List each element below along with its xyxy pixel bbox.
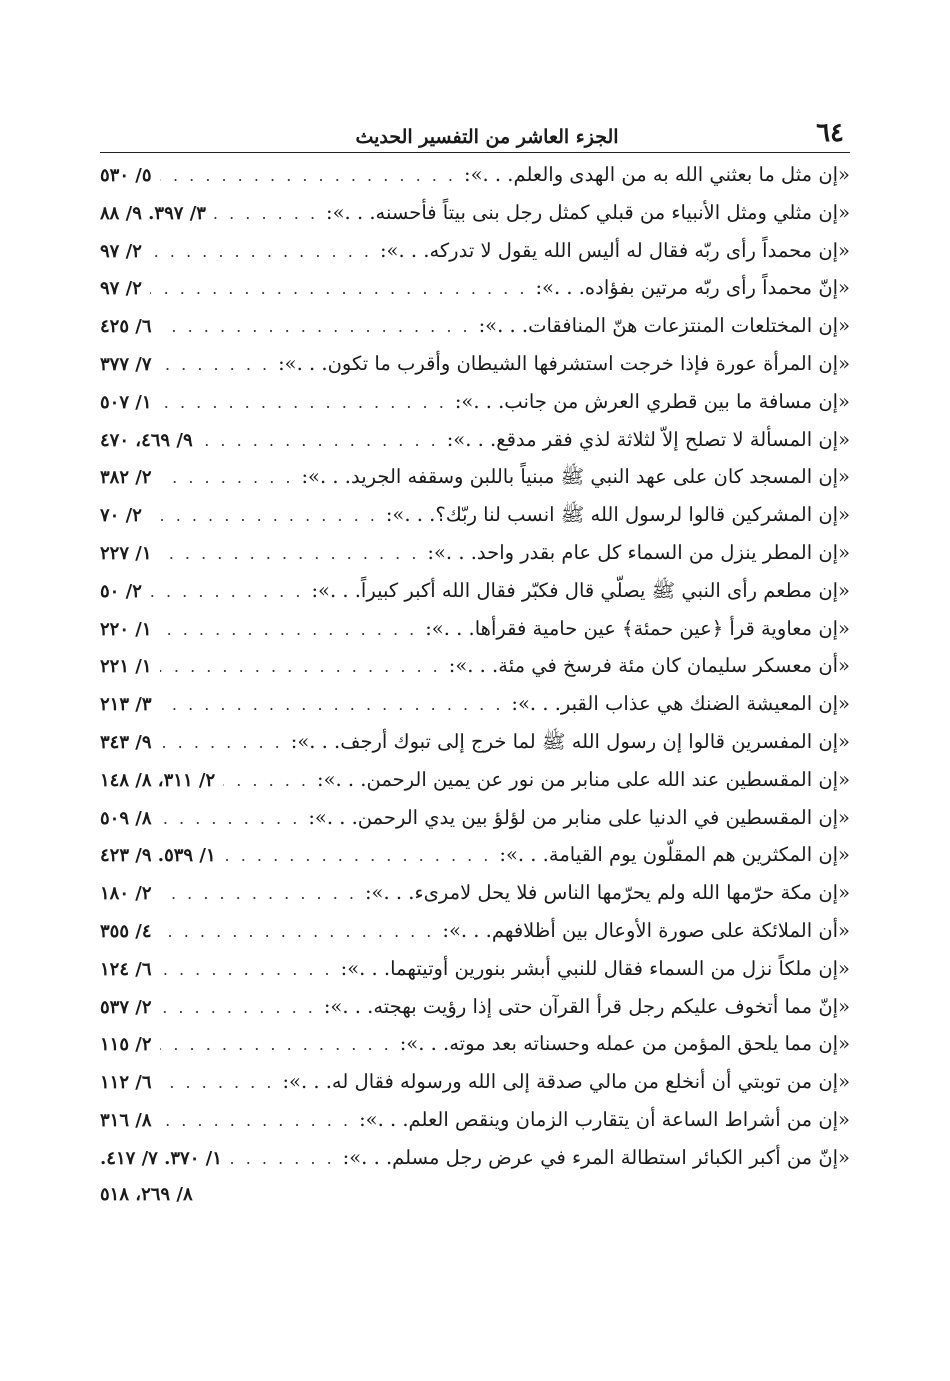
hadith-text: «إن من توبتي أن أنخلع من مالي صدقة إلى الله ورسوله فقال له. . .»: <box>282 1070 850 1094</box>
volume-page-ref: ١/ ٢٢٧ <box>100 542 152 564</box>
volume-page-ref: ٢/ ١٨٠ <box>100 883 152 905</box>
index-entry <box>100 428 850 466</box>
dot-leader <box>160 733 283 752</box>
volume-page-ref: ٥/ ٥٣٠ <box>100 165 152 186</box>
index-entry <box>100 352 850 390</box>
dot-leader <box>160 695 504 714</box>
volume-page-ref: ٦/ ١١٢ <box>100 1072 152 1094</box>
hadith-text: «إن المختلعات المنتزعات هنّ المنافقات. . .»: <box>478 314 850 338</box>
hadith-text: «إن المسألة لا تصلح إلاّ لثلاثة لذي فقر مدقع. . .»: <box>446 427 850 451</box>
dot-leader <box>150 506 378 525</box>
hadith-text: «إن المطر ينزل من السماء كل عام بقدر واحد. . .»: <box>427 540 850 564</box>
hadith-text: «إن مثلي ومثل الأنبياء من قبلي كمثل رجل بنى بيتاً فأحسنه. . .»: <box>326 200 850 224</box>
index-entry <box>100 314 850 352</box>
volume-page-ref: ٣/ ٣٩٧. ٩/ ٨٨ <box>100 202 206 224</box>
volume-page-ref: ٩/ ٤٦٩، ٤٧٠ <box>100 429 193 451</box>
hadith-text: «إن المقسطين عند الله على منابر من نور عن يمين الرحمن. . .»: <box>317 767 850 791</box>
volume-page-ref: ٩/ ٣٤٣ <box>100 731 152 753</box>
hadith-text: «إن المسجد كان على عهد النبي ﷺ مبنياً باللبن وسقفه الجريد. . .»: <box>301 465 850 489</box>
index-entry <box>100 654 850 692</box>
page-header <box>100 112 850 153</box>
dot-leader <box>150 242 372 261</box>
index-entry <box>100 579 850 617</box>
hadith-text: «إن مثل ما بعثني الله به من الهدى والعلم. . .»: <box>464 163 850 186</box>
page-number: ٦٤ <box>816 118 844 148</box>
dot-leader <box>150 279 528 298</box>
volume-page-ref: ١/ ٢٢١ <box>100 656 152 678</box>
hadith-text: «إن المرأة عورة فإذا خرجت استشرفها الشيطان وأقرب ما تكون. . .»: <box>278 351 850 375</box>
index-entry <box>100 692 850 730</box>
volume-page-ref: ١/ ٥٣٩. ٩/ ٤٢٣ <box>100 845 216 867</box>
volume-page-ref: ٣/ ٢١٣ <box>100 694 152 716</box>
index-entry <box>100 503 850 541</box>
index-entry <box>100 201 850 239</box>
hadith-text: «إن المعيشة الضنك هي عذاب القبر. . .»: <box>511 692 850 716</box>
dot-leader <box>160 468 294 487</box>
hadith-text: «إن مسافة ما بين قطري العرش من جانب. . .»: <box>454 389 850 413</box>
volume-page-ref: ٧/ ٣٧٧ <box>100 353 152 375</box>
dot-leader <box>214 204 318 223</box>
hadith-text: «إن معاوية قرأ ﴿عين حمئة﴾ عين حامية فقرأها. . .»: <box>425 616 850 640</box>
hadith-text: «إن المشركين قالوا لرسول الله ﷺ انسب لنا ربّك؟. . .»: <box>385 503 850 527</box>
index-entry <box>100 843 850 881</box>
index-entry <box>100 995 850 1033</box>
volume-page-ref: ٦/ ٤٢٥ <box>100 316 152 338</box>
dot-leader <box>160 393 447 412</box>
dot-leader <box>160 544 420 563</box>
volume-page-ref: ٢/ ٩٧ <box>100 278 142 300</box>
hadith-text: «إنّ من أكبر الكبائر استطالة المرء في عرض رجل مسلم. . .»: <box>342 1145 850 1169</box>
volume-page-ref: ١/ ٥٠٧ <box>100 391 152 413</box>
dot-leader <box>160 166 456 185</box>
volume-page-ref: ٢/ ٩٧ <box>100 240 142 262</box>
continuation-line <box>100 1184 850 1222</box>
hadith-text: «إن مكة حرّمها الله ولم يحرّمها الناس فلا يحل لامرىء. . .»: <box>364 881 850 905</box>
dot-leader <box>160 960 333 979</box>
index-entry <box>100 465 850 503</box>
dot-leader <box>223 771 309 790</box>
hadith-index-list <box>100 163 850 1184</box>
index-entry <box>100 1146 850 1184</box>
index-entry <box>100 768 850 806</box>
hadith-text: «إنّ محمداً رأى ربّه مرتين بفؤاده. . .»: <box>535 276 850 300</box>
hadith-text: «إن المقسطين في الدنيا على منابر من لؤلؤ بين يدي الرحمن. . .»: <box>308 805 850 829</box>
index-entry <box>100 276 850 314</box>
volume-page-ref: ٤/ ٣٥٥ <box>100 920 152 942</box>
hadith-text: «أن معسكر سليمان كان مئة فرسخ في مئة. . .»: <box>448 654 850 678</box>
running-title: الجزء العاشر من التفسير الحديث <box>355 126 619 148</box>
volume-page-ref: ٨/ ٥٠٩ <box>100 807 152 829</box>
dot-leader <box>160 620 418 639</box>
dot-leader <box>224 846 492 865</box>
volume-page-ref: ٢/ ٥٣٧ <box>100 996 152 1018</box>
volume-page-ref: ٨/ ٣١٦ <box>100 1109 152 1131</box>
index-entry <box>100 239 850 277</box>
index-entry <box>100 881 850 919</box>
index-entry <box>100 806 850 844</box>
volume-page-ref: ١/ ٣٧٠. ٧/ ٤١٧. <box>100 1147 222 1169</box>
index-entry <box>100 617 850 655</box>
volume-page-ref: ١/ ٢٢٠ <box>100 618 152 640</box>
dot-leader <box>150 582 304 601</box>
dot-leader <box>160 1035 392 1054</box>
dot-leader <box>160 922 435 941</box>
index-entry <box>100 1070 850 1108</box>
volume-page-ref: ٢/ ٥٠ <box>100 580 142 602</box>
dot-leader <box>160 884 357 903</box>
hadith-text: «إن ملكاً نزل من السماء فقال للنبي أبشر بنورين أوتيتهما. . .»: <box>340 956 850 980</box>
volume-page-ref: ٢/ ١١٥ <box>100 1034 152 1056</box>
dot-leader <box>160 998 316 1017</box>
index-entry <box>100 919 850 957</box>
volume-page-ref: ٢/ ٣١١، ٨/ ١٤٨ <box>100 769 216 791</box>
dot-leader <box>160 1073 275 1092</box>
dot-leader <box>160 1111 352 1130</box>
hadith-text: «أن الملائكة على صورة الأوعال بين أظلافهم. . .»: <box>442 918 850 942</box>
hadith-text: «إن مطعم رأى النبي ﷺ يصلّي قال فكبّر فقال الله أكبر كبيراً. . .»: <box>311 578 850 602</box>
hadith-text: «إن محمداً رأى ربّه فقال له أليس الله يقول لا تدركه. . .»: <box>379 238 850 262</box>
continuation-ref: ٨/ ٢٦٩، ٥١٨ <box>100 1183 193 1205</box>
index-entry <box>100 730 850 768</box>
dot-leader <box>160 809 301 828</box>
index-entry <box>100 1032 850 1070</box>
volume-page-ref: ٢/ ٣٨٢ <box>100 467 152 489</box>
hadith-text: «إن من أشراط الساعة أن يتقارب الزمان وينقص العلم. . .»: <box>359 1107 850 1131</box>
hadith-text: «إنّ مما أتخوف عليكم رجل قرأ القرآن حتى إذا رؤيت بهجته. . .»: <box>323 994 850 1018</box>
index-entry <box>100 1108 850 1146</box>
dot-leader <box>160 355 271 374</box>
volume-page-ref: ٢/ ٧٠ <box>100 505 142 527</box>
index-entry <box>100 163 850 201</box>
index-entry <box>100 541 850 579</box>
index-page <box>100 112 850 1221</box>
index-entry <box>100 390 850 428</box>
dot-leader <box>201 431 439 450</box>
dot-leader <box>160 657 441 676</box>
hadith-text: «إن المكثرين هم المقلّون يوم القيامة. . .»: <box>499 843 850 867</box>
volume-page-ref: ٦/ ١٢٤ <box>100 958 152 980</box>
index-entry <box>100 957 850 995</box>
dot-leader <box>160 317 471 336</box>
hadith-text: «إن مما يلحق المؤمن من عمله وحسناته بعد موته. . .»: <box>399 1032 850 1056</box>
hadith-text: «إن المفسرين قالوا إن رسول الله ﷺ لما خرج إلى تبوك أرجف. . .»: <box>290 729 850 753</box>
dot-leader <box>230 1149 335 1168</box>
